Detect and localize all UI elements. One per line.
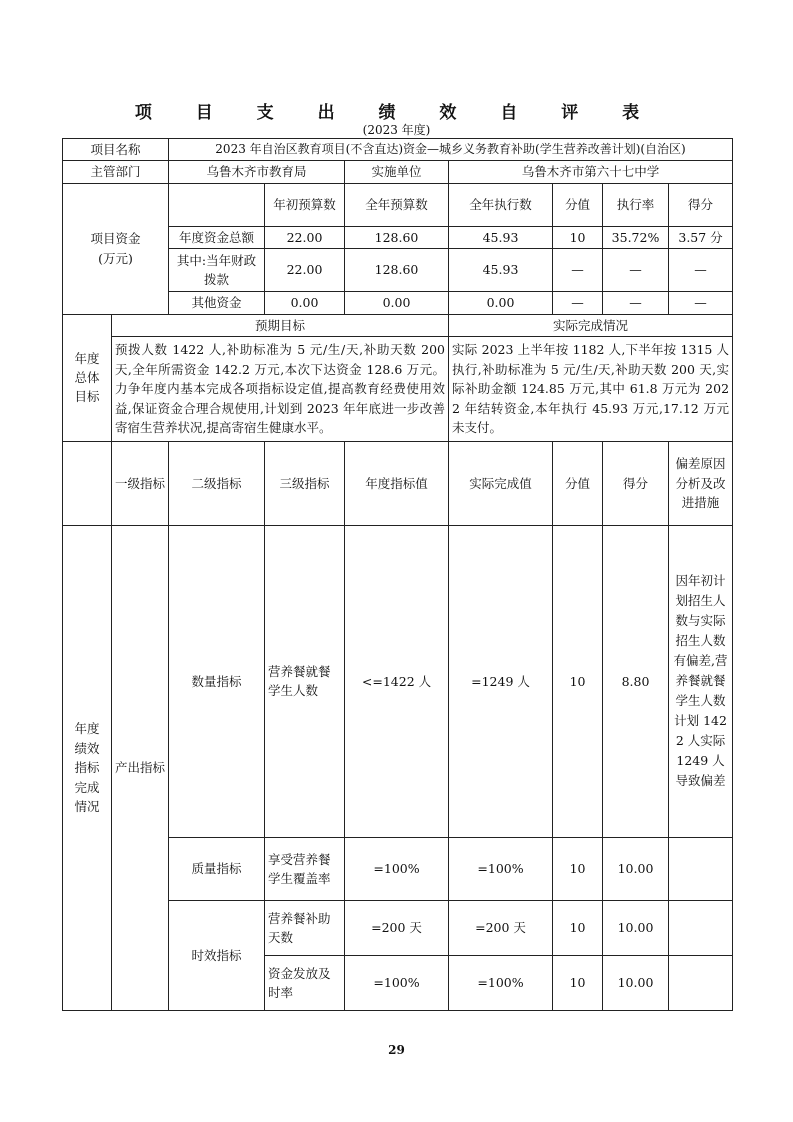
funds-cell: — (553, 249, 603, 292)
funds-cell: 45.93 (449, 249, 553, 292)
funds-cell: — (603, 292, 669, 314)
indicator-header-cell: 年度指标值 (345, 441, 449, 525)
actual-value: =1249 人 (449, 525, 553, 837)
project-name-label: 项目名称 (63, 139, 169, 161)
funds-header-row (63, 183, 733, 226)
deviation-reason: 因年初计划招生人数与实际招生人数有偏差,营养餐就餐学生人数计划 1422 人实际 1249 人导致偏差 (669, 525, 733, 837)
funds-cell: 3.57 分 (669, 226, 733, 248)
funds-cell: 0.00 (265, 292, 345, 314)
indicator-header-cell: 二级指标 (169, 441, 265, 525)
score-value: 10.00 (603, 955, 669, 1010)
target-value: <=1422 人 (345, 525, 449, 837)
indicators-header-row (63, 441, 733, 525)
dept-row (63, 161, 733, 183)
funds-cell: 35.72% (603, 226, 669, 248)
actual-completion-text: 实际 2023 上半年按 1182 人,下半年按 1315 人执行,补助标准为 5 元/生/天,补助天数 200 天,实际补助金额 124.85 万元,其中 61.8 万元为 2022 年结转资金,本年执行 45.93 万元,17.12 万元未支付。 (449, 336, 733, 441)
funds-section-label: 项目资金 (万元) (63, 183, 169, 314)
target-value: =100% (345, 955, 449, 1010)
actual-value: =100% (449, 837, 553, 900)
level3-indicator: 享受营养餐学生覆盖率 (265, 837, 345, 900)
funds-cell: 0.00 (449, 292, 553, 314)
score-value: 10.00 (603, 837, 669, 900)
impl-label: 实施单位 (345, 161, 449, 183)
funds-cell: 128.60 (345, 249, 449, 292)
indicator-header-cell: 一级指标 (112, 441, 169, 525)
goals-content-row (63, 336, 733, 441)
actual-completion-header: 实际完成情况 (449, 314, 733, 336)
score-value: 10.00 (603, 900, 669, 955)
level3-indicator: 资金发放及时率 (265, 955, 345, 1010)
funds-cell: 0.00 (345, 292, 449, 314)
target-value: =200 天 (345, 900, 449, 955)
deviation-reason (669, 955, 733, 1010)
indicator-header-cell: 分值 (553, 441, 603, 525)
funds-row-label: 年度资金总额 (169, 226, 265, 248)
dept-value: 乌鲁木齐市教育局 (169, 161, 345, 183)
funds-cell: — (603, 249, 669, 292)
goals-header-row (63, 314, 733, 336)
funds-cell: 45.93 (449, 226, 553, 248)
points-value: 10 (553, 837, 603, 900)
points-value: 10 (553, 525, 603, 837)
indicators-corner-cell (63, 441, 112, 525)
project-name-row (63, 139, 733, 161)
actual-value: =200 天 (449, 900, 553, 955)
dept-label: 主管部门 (63, 161, 169, 183)
actual-value: =100% (449, 955, 553, 1010)
deviation-reason (669, 837, 733, 900)
funds-row-label: 其中:当年财政拨款 (169, 249, 265, 292)
funds-header-cell: 年初预算数 (265, 183, 345, 226)
expected-goal-header: 预期目标 (112, 314, 449, 336)
indicator-row (63, 525, 733, 837)
funds-row-label: 其他资金 (169, 292, 265, 314)
funds-cell: — (553, 292, 603, 314)
indicator-header-cell: 实际完成值 (449, 441, 553, 525)
points-value: 10 (553, 955, 603, 1010)
funds-cell: — (669, 292, 733, 314)
funds-header-cell: 得分 (669, 183, 733, 226)
funds-cell: — (669, 249, 733, 292)
expected-goal-text: 预拨人数 1422 人,补助标准为 5 元/生/天,补助天数 200 天,全年所需资金 142.2 万元,本次下达资金 128.6 万元。力争年度内基本完成各项指标设定值,提高教育经费使用效益,保证资金合理合规使用,计划到 2023 年年底进一步改善寄宿生营养状况,提高寄宿生健康水平。 (112, 336, 449, 441)
funds-corner-cell (169, 183, 265, 226)
level2-indicator: 数量指标 (169, 525, 265, 837)
indicators-section-label: 年度 绩效 指标 完成 情况 (63, 525, 112, 1010)
level2-indicator: 质量指标 (169, 837, 265, 900)
indicator-header-cell: 三级指标 (265, 441, 345, 525)
impl-value: 乌鲁木齐市第六十七中学 (449, 161, 733, 183)
funds-header-cell: 执行率 (603, 183, 669, 226)
target-value: =100% (345, 837, 449, 900)
level2-indicator: 时效指标 (169, 900, 265, 1010)
level3-indicator: 营养餐就餐学生人数 (265, 525, 345, 837)
funds-cell: 22.00 (265, 249, 345, 292)
level3-indicator: 营养餐补助天数 (265, 900, 345, 955)
funds-header-cell: 分值 (553, 183, 603, 226)
points-value: 10 (553, 900, 603, 955)
funds-header-cell: 全年执行数 (449, 183, 553, 226)
level1-indicator: 产出指标 (112, 525, 169, 1010)
goals-section-label: 年度 总体 目标 (63, 314, 112, 441)
page-number: 29 (388, 1043, 405, 1057)
page-subtitle: (2023 年度) (362, 123, 431, 137)
score-value: 8.80 (603, 525, 669, 837)
page-title: 项 目 支 出 绩 效 自 评 表 (134, 103, 659, 123)
performance-table (62, 138, 733, 1011)
funds-cell: 10 (553, 226, 603, 248)
deviation-reason (669, 900, 733, 955)
funds-cell: 22.00 (265, 226, 345, 248)
funds-cell: 128.60 (345, 226, 449, 248)
project-name-value: 2023 年自治区教育项目(不含直达)资金—城乡义务教育补助(学生营养改善计划)(自治区) (169, 139, 733, 161)
funds-header-cell: 全年预算数 (345, 183, 449, 226)
indicator-header-cell: 偏差原因分析及改进措施 (669, 441, 733, 525)
indicator-header-cell: 得分 (603, 441, 669, 525)
